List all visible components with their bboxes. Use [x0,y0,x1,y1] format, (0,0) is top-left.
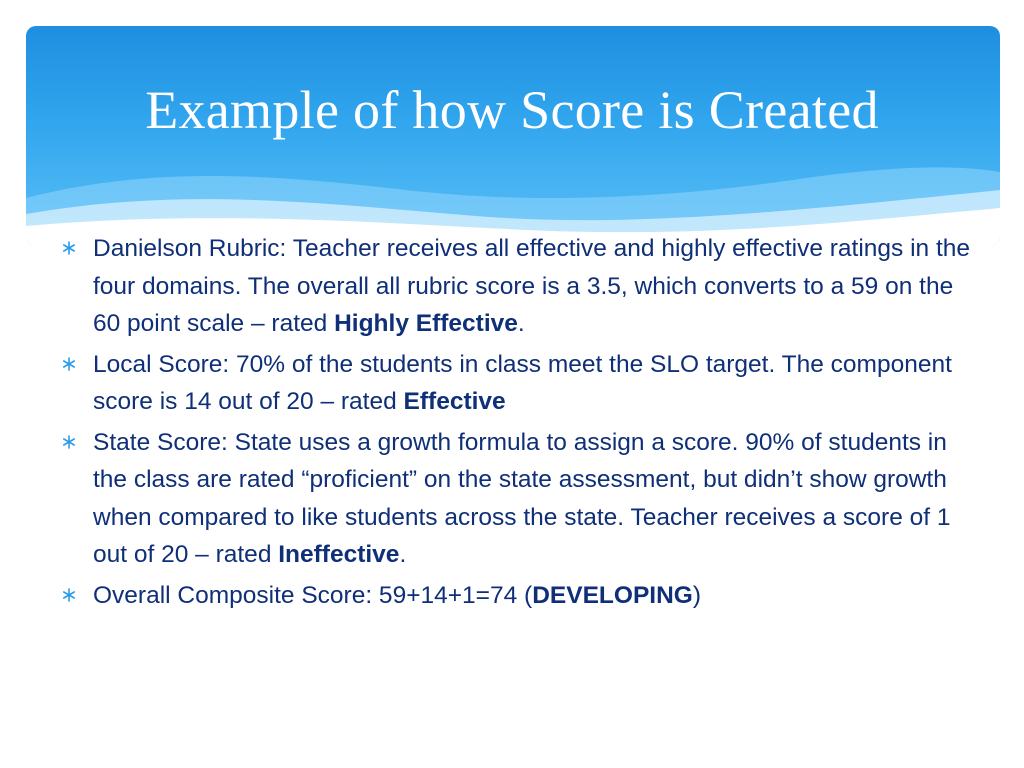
bullet-local-score [58,346,978,421]
rating-highly-effective: Highly Effective [334,310,518,337]
rating-developing: DEVELOPING [532,581,693,609]
asterisk-icon [60,433,78,451]
bullet-text-end: ) [692,581,702,609]
bullet-text: Local Score: 70% of the students in class meet the SLO target. The component score is 14 out of 20 – rated [93,350,952,415]
bullet-overall-composite [58,577,978,615]
bullet-text-end: . [517,310,525,337]
asterisk-icon [60,586,78,604]
asterisk-icon [60,355,78,373]
rating-ineffective: Ineffective [278,541,400,568]
bullet-text: Danielson Rubric: Teacher receives all effective and highly effective ratings in the four domains. The overall all rubric score is a 3.5, which converts to a 59 on the 60 point scale – rated [93,235,971,337]
bullet-list [58,230,978,614]
bullet-danielson-rubric [58,230,978,343]
rating-effective: Effective [403,388,506,415]
bullet-text: State Score: State uses a growth formula to assign a score. 90% of students in the class are rated “proficient” on the state assessment, but didn’t show growth when compared to like students across the state. Teacher receives a score of 1 out of 20 – rated [93,428,951,568]
bullet-state-score [58,424,978,574]
bullet-text: Overall Composite Score: 59+14+1=74 ( [93,581,533,609]
asterisk-icon [60,239,78,257]
slide-title: Example of how Score is Created [145,80,879,140]
bullet-text-end: . [399,541,407,568]
